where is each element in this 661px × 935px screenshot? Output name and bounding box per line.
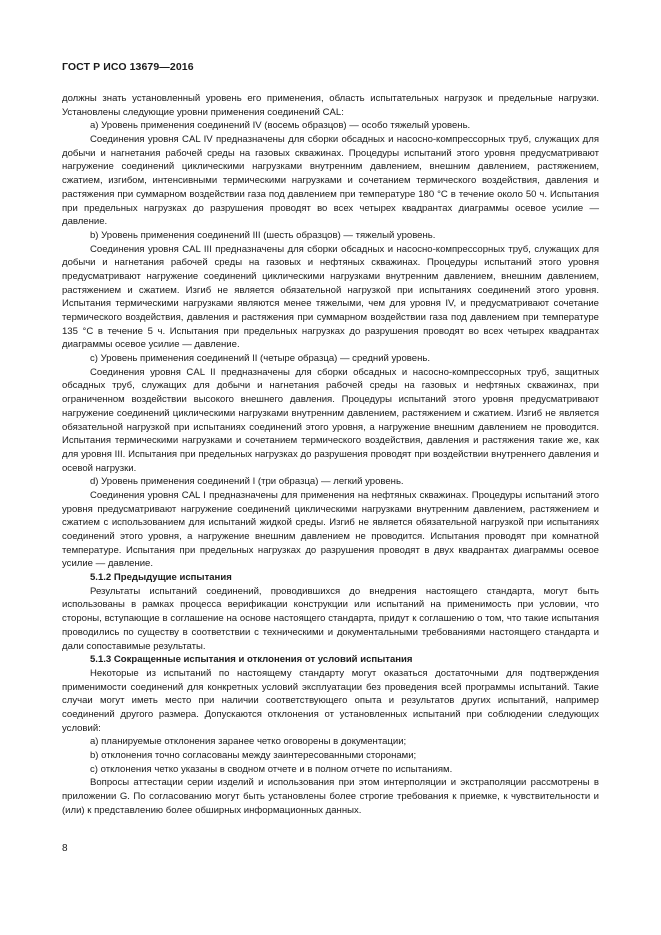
- paragraph: Результаты испытаний соединений, проводившихся до внедрения настоящего стандарта, могут быть использованы в рамках процесса верификации конструкции или испытаний на применимость при условии, что стороны, вступающие в соглашение на основе настоящего стандарта, придут к соглашению о том, что такие испытания проводились по существу в соответствии с техническими и документальными требованиями настоящего стандарта и дали сопоставимые результаты.: [62, 585, 599, 652]
- list-item: c) отклонения четко указаны в сводном отчете и в полном отчете по испытаниям.: [90, 763, 453, 775]
- list-item-level-ii: с) Уровень применения соединений II (четыре образца) — средний уровень.: [90, 353, 430, 365]
- paragraph: Соединения уровня CAL III предназначены для сборки обсадных и насосно-компрессорных труб, служащих для добычи и нагнетания рабочей среды на газовых и нефтяных скважинах. Процедуры испытаний этого уровня предусматривают нагружение соединений циклическими нагрузками внутренним давлением, внешним давлением, растяжением и сжатием. Изгиб не является обязательной нагрузкой при испытаниях соединений этого уровня. Испытания термическими нагрузками являются менее тяжелыми, чем для уровня IV, и предусматривают сочетание термического воздействия, давления и растяжения при суммарном воздействии газа под давлением при температуре 135 °С в течение 5 ч. Испытания при предельных нагрузках до разрушения проводят во всех четырех квадрантах диаграммы осевое усилие — давление.: [62, 243, 599, 351]
- list-item-level-i: d) Уровень применения соединений I (три образца) — легкий уровень.: [90, 476, 404, 488]
- section-heading-5-1-3: 5.1.3 Сокращенные испытания и отклонения от условий испытания: [90, 654, 413, 666]
- section-heading-5-1-2: 5.1.2 Предыдущие испытания: [90, 572, 232, 584]
- list-item: b) отклонения точно согласованы между заинтересованными сторонами;: [90, 750, 417, 761]
- list-item-level-iv: а) Уровень применения соединений IV (восемь образцов) — особо тяжелый уровень.: [90, 120, 471, 132]
- paragraph: Соединения уровня CAL I предназначены для применения на нефтяных скважинах. Процедуры испытаний этого уровня предусматривают нагружение соединений циклическими нагрузками внутренним давлением, растяжением и сжатием с использованием для испытаний жидкой среды. Изгиб не является обязательной нагрузкой при испытаниях соединений этого уровня, а нагружение внешним давлением не проводится. Испытания проводят при комнатной температуре. Испытания при предельных нагрузках до разрушения проводят в двух квадрантах диаграммы осевое усилие — давление.: [62, 489, 599, 570]
- paragraph: должны знать установленный уровень его применения, область испытательных нагрузок и предельные нагрузки. Установлены следующие уровни применения соединений CAL:: [62, 93, 599, 118]
- document-body: [62, 92, 599, 817]
- page-number: 8: [62, 843, 68, 854]
- paragraph: Соединения уровня CAL IV предназначены для сборки обсадных и насосно-компрессорных труб, служащих для добычи и нагнетания рабочей среды на газовых скважинах. Процедуры испытаний этого уровня предусматривают нагружение соединений циклическими нагрузками внутренним давлением, внешним давлением, растяжением, сжатием, изгибом, интенсивными термическими нагрузками и сочетанием термического воздействия, давления и растяжения при суммарном воздействии газа под давлением при температуре 180 °С в течение около 50 ч. Испытания при предельных нагрузках до разрушения проводят во всех четырех квадрантах диаграммы осевое усилие — давление.: [62, 134, 599, 228]
- paragraph: Соединения уровня CAL II предназначены для сборки обсадных и насосно-компрессорных труб, защитных обсадных труб, служащих для добычи и нагнетания рабочей среды на газовых и нефтяных скважинах, при ограниченном воздействии высокого внешнего давления. Процедуры испытаний этого уровня предусматривают нагружение соединений циклическими нагрузками внутренним давлением, растяжением и сжатием. Изгиб не является обязательной нагрузкой при испытаниях соединений этого уровня, а нагружение внешним давлением не проводится. Испытания термическими нагрузками и сочетанием термического воздействия, давления и растяжения такие же, как для уровня III. Испытания при предельных нагрузках до разрушения проводят при воздействии внутреннего давления и осевой нагрузки.: [62, 366, 599, 474]
- paragraph: Вопросы аттестации серии изделий и использования при этом интерполяции и экстраполяции рассмотрены в приложении G. По согласованию могут быть установлены более строгие требования к приемке, к чувствительности и (или) к представлению более обширных информационных данных.: [62, 777, 599, 816]
- standard-header: ГОСТ Р ИСО 13679—2016: [62, 61, 194, 73]
- paragraph: Некоторые из испытаний по настоящему стандарту могут оказаться достаточными для подтверждения применимости соединений для конкретных условий эксплуатации без проведения всей программы испытаний. Такие случаи могут иметь место при наличии соответствующего опыта и результатов других испытаний, например соединений другого размера. Допускаются отклонения от установленных испытаний при соблюдении следующих условий:: [62, 667, 599, 734]
- list-item-level-iii: b) Уровень применения соединений III (шесть образцов) — тяжелый уровень.: [90, 229, 436, 241]
- list-item: a) планируемые отклонения заранее четко оговорены в документации;: [90, 736, 407, 748]
